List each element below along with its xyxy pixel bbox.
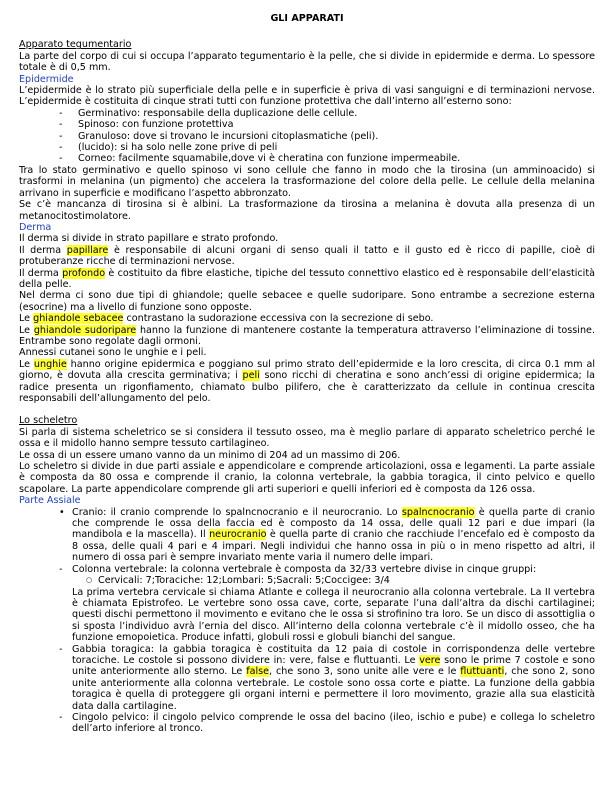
list-item: - (lucido): si ha solo nelle zone prive di peli [59, 142, 595, 153]
subheading-derma: Derma [19, 221, 52, 233]
subheading-epidermide: Epidermide [19, 73, 74, 85]
paragraph-derma-intro: Il derma si divide in strato papillare e strato profondo. [19, 233, 279, 245]
highlight-ghiandole-sudoripare: ghiandole sudoripare [33, 324, 137, 336]
page-title: GLI APPARATI [270, 13, 344, 24]
highlight-fluttuanti: fluttuanti [460, 666, 505, 678]
highlight-papillare: papillare [66, 244, 109, 256]
list-item: - Corneo: facilmente squamabile,dove vi è cheratina con funzione impermeabile. [59, 153, 595, 164]
subheading-parte-assiale: Parte Assiale [19, 495, 81, 507]
list-item: - Germinativo: responsabile della duplicazione delle cellule. [59, 108, 595, 119]
list-item-colonna: - Colonna vertebrale: la colonna vertebrale è composta da 32/33 vertebre divise in cinque gruppi: ○ Cervicali: 7;Toraciche: 12;Lombari: 5;Sacrali: 5;Coccigee: 3/4 La prima vertebra cervicale si chiama Atlante e collega il neurocranio alla colonna vertebrale. La II vertebra è chiamata Epistrofeo. Le vertebre sono ossa cave, corte, separate l’una dall’altra da dischi cartilaginei; questi dischi permettono il movimento e evitano che le ossa si strofinino tra loro. Se un disco di assottiglia o si sposta l’individuo avrà l’ernia del disco. All’interno della colonna vertebrale c’è il midollo osseo, che ha funzione emopoietica. Produce infatti, globuli rossi e globuli bianchi del sangue. [59, 564, 595, 644]
highlight-profondo: profondo [62, 267, 106, 279]
section-heading-scheletro: Lo scheletro [19, 415, 78, 427]
list-item: - Granuloso: dove si trovano le incursioni citoplasmatiche (peli). [59, 131, 595, 142]
paragraph-ghiandole: Nel derma ci sono due tipi di ghiandole; quelle sebacee e quelle sudoripare. Sono entrambe a secrezione esterna (esocrine) ma a livello di funzione sono opposte. [19, 290, 595, 313]
highlight-neurocranio: neurocranio [209, 529, 267, 541]
paragraph-sudoripare: Le ghiandole sudoripare hanno la funzione di mantenere costante la temperatura attraverso l’eliminazione di tossine. Entrambe sono regolate dagli ormoni. [19, 324, 595, 347]
list-item: - Spinoso: con funzione protettiva [59, 119, 595, 130]
paragraph-sebacee: Le ghiandole sebacee contrastano la sudorazione eccessiva con la secrezione di sebo. [19, 313, 434, 325]
epidermis-layers-list [19, 108, 595, 165]
paragraph-scheletro-intro: Si parla di sistema scheletrico se si considera il tessuto osseo, ma è meglio parlare di apparato scheletrico perché le ossa e il midollo hanno sempre tessuto cartilagineo. [19, 426, 595, 450]
highlight-false: false [246, 666, 270, 678]
paragraph-melanina: Tra lo stato germinativo e quello spinoso vi sono cellule che fanno in modo che la tirosina (un amminoacido) si trasformi in melanina (un pigmento) che accelera la trasformazione del colore della pelle. Le cellule della melanina arrivano in superficie e modificano l’aspetto abbronzato. [19, 164, 595, 199]
paragraph-derma-papillare: Il derma papillare è responsabile di alcuni organi di senso quali il tatto e il gusto ed è ricco di papille, cioè di protuberanze ricche di terminazioni nervose. [19, 244, 595, 268]
list-item: ○ Cervicali: 7;Toraciche: 12;Lombari: 5;Sacrali: 5;Coccigee: 3/4 [86, 575, 595, 586]
paragraph-teg-intro: La parte del corpo di cui si occupa l’apparato tegumentario è la pelle, che si divide in epidermide e derma. Lo spessore totale è di 0,5 mm. [19, 50, 595, 74]
paragraph-epidermide: L’epidermide è lo strato più superficiale della pelle e in superficie è priva di vasi sanguigni e di terminazioni nervose. L’epidermide è costituita di cinque strati tutti con funzione protettiva che dall’interno all’esterno sono: [19, 85, 595, 108]
paragraph-unghie-peli: Le unghie hanno origine epidermica e poggiano sul primo strato dell’epidermide e la loro crescita, di circa 0.1 mm al giorno, è dovuta alla crescita germinativa; i peli sono ricchi di cheratina e sono anch’essi di origine epidermica; la radice presenta un rigonfiamento, chiamato bulbo pilifero, che è caratterizzato da cellule in continua crescita responsabili dell’allungamento del pelo. [19, 358, 595, 404]
paragraph-colonna: La prima vertebra cervicale si chiama Atlante e collega il neurocranio alla colonna vertebrale. La II vertebra è chiamata Epistrofeo. Le vertebre sono ossa cave, corte, separate l’una dall’altra da dischi cartilaginei; questi dischi permettono il movimento e evitano che le ossa si strofinino tra loro. Se un disco di assottiglia o si sposta l’individuo avrà l’ernia del disco. All’interno della colonna vertebrale c’è il midollo osseo, che ha funzione emopoietica. Produce infatti, globuli rossi e globuli bianchi del sangue. [72, 586, 595, 644]
vertebre-sublist [72, 575, 595, 586]
highlight-peli: peli [242, 370, 260, 382]
assiale-list [19, 507, 595, 735]
highlight-ghiandole-sebacee: ghiandole sebacee [33, 313, 124, 325]
list-item-cranio: • Cranio: il cranio comprende lo spalncnocranio e il neurocranio. Lo spalncnocranio è quella parte di cranio che comprende le ossa della faccia ed è composto da 14 ossa, delle quali 12 pari e due impari (la mandibola e la mascella). Il neurocranio è quella parte di cranio che racchiude l’encefalo ed è composto da 8 ossa, delle quali 4 pari e 4 impari. Negli individui che hanno ossa in più o in meno rispetto ad altri, il numero di ossa pari è sempre invariato mente varia il numero delle impari. [59, 507, 595, 564]
paragraph-annessi: Annessi cutanei sono le unghie e i peli. [19, 347, 207, 359]
paragraph-tirosina: Se c’è mancanza di tirosina si è albini. La trasformazione da tirosina a melanina è dovuta alla presenza di un metanocitostimolatore. [19, 199, 595, 222]
section-heading-tegumentario: Apparato tegumentario [19, 39, 132, 51]
paragraph-derma-profondo: Il derma profondo è costituito da fibre elastiche, tipiche del tessuto connettivo elastico ed è responsabile dell’elasticità della pelle. [19, 267, 595, 290]
paragraph-divisione: Lo scheletro si divide in due parti assiale e appendicolare e comprende articolazioni, ossa e legamenti. La parte assiale è composta da 80 ossa e comprende il cranio, la colonna vertebrale, la gabbia toragica, il cinto pelvico e quello scapolare. La parte appendicolare comprende gli arti superiori e quelli inferiori ed è composta da 126 ossa. [19, 461, 595, 495]
paragraph-numero-ossa: Le ossa di un essere umano vanno da un minimo di 204 ad un massimo di 206. [19, 449, 401, 461]
highlight-unghie: unghie [33, 358, 67, 370]
list-item-gabbia: - Gabbia toragica: la gabbia toragica è costituita da 12 paia di costole in corrispondenza delle vertebre toraciche. Le costole si possono dividere in: vere, false e fluttuanti. Le vere sono le prime 7 costole e sono unite anteriormente allo sterno. Le false, che sono 3, sono unite alle vere e le fluttuanti, che sono 2, sono unite anteriormente alla colonna vertebrale. Le costole sono ossa corte e piatte. La funzione della gabbia toragica è quella di proteggere gli organi interni e permettere il loro movimento, grazie alla sua elasticità data dalla cartilagine. [59, 644, 595, 712]
list-item-cingolo: - Cingolo pelvico: il cingolo pelvico comprende le ossa del bacino (ileo, ischio e pube) e collega lo scheletro dell’arto inferiore al tronco. [59, 712, 595, 735]
highlight-spalncnocranio: spalncnocranio [401, 506, 475, 518]
highlight-vere: vere [419, 654, 441, 666]
